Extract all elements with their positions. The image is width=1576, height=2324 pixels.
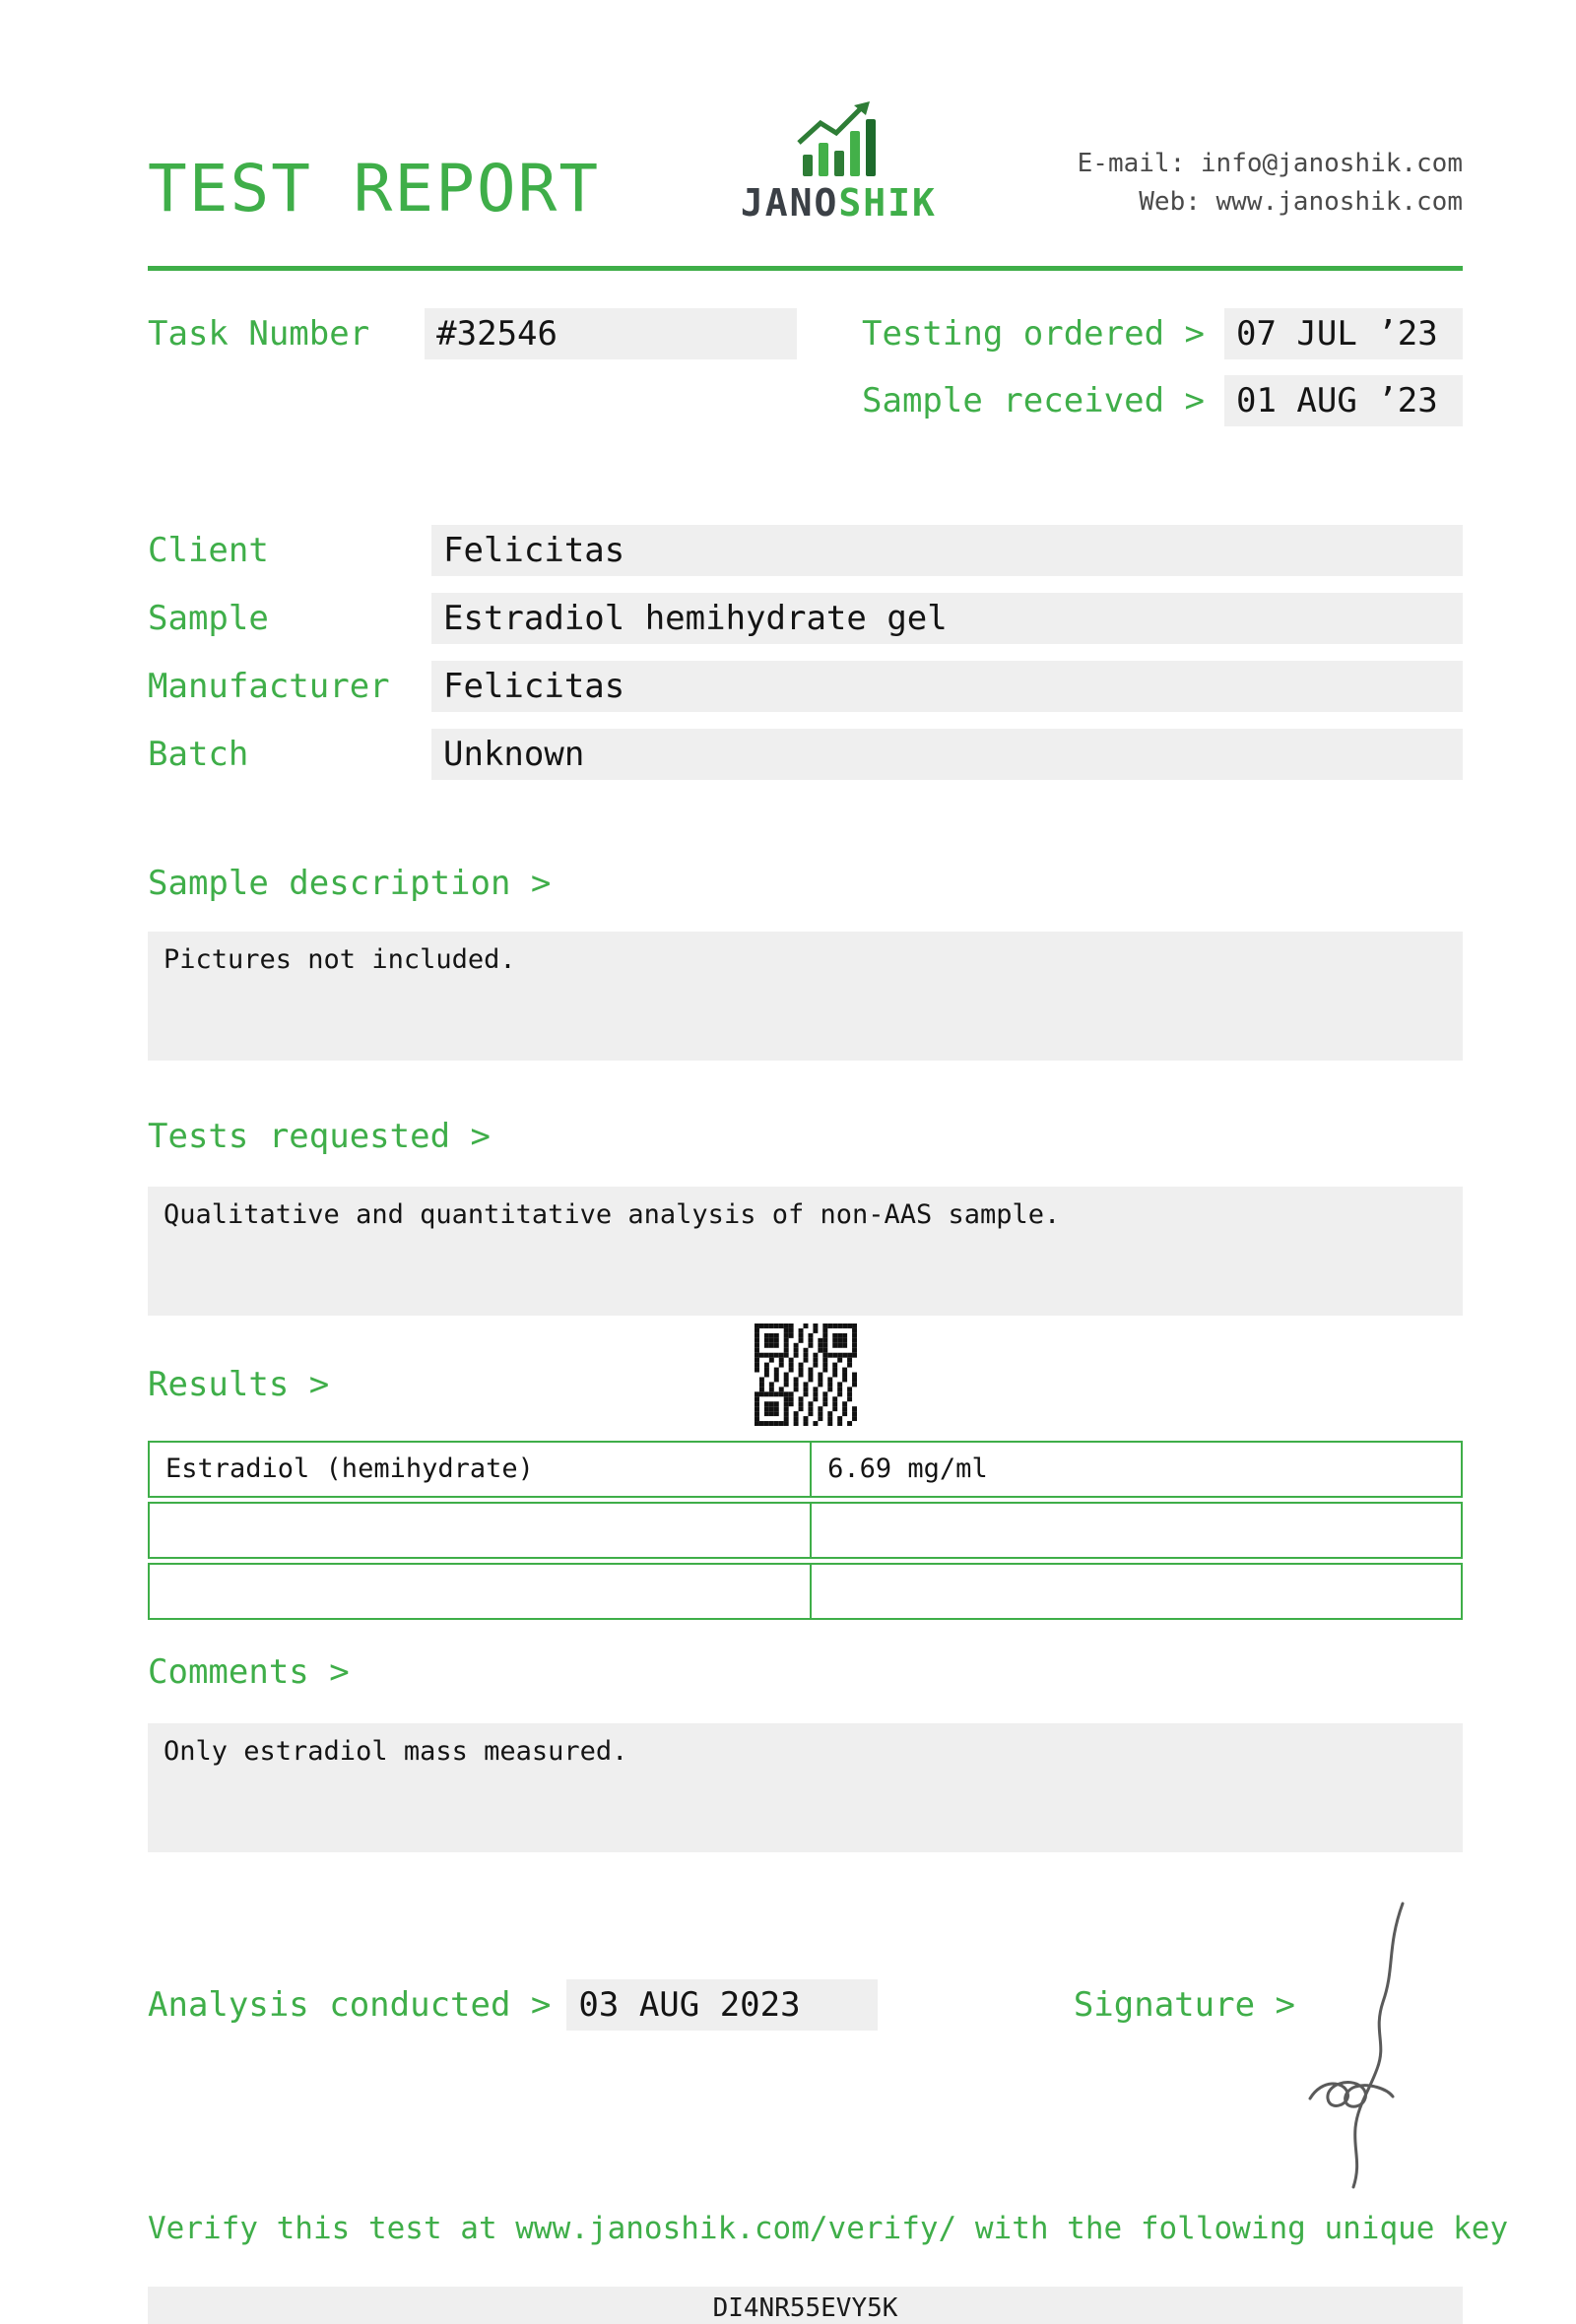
tests-requested-heading: Tests requested > xyxy=(148,1117,491,1156)
tests-requested-text: Qualitative and quantitative analysis of non-AAS sample. xyxy=(164,1199,1061,1230)
manufacturer-value: Felicitas xyxy=(431,661,1463,712)
client-value: Felicitas xyxy=(431,525,1463,576)
info-row-batch xyxy=(148,729,1463,780)
tests-requested-section xyxy=(148,1113,1463,1316)
table-row xyxy=(148,1563,1463,1620)
results-table xyxy=(148,1441,1463,1620)
comments-section xyxy=(148,1648,1463,1852)
task-section xyxy=(148,308,1463,426)
logo-jano: JANO xyxy=(740,181,839,225)
sample-description-box xyxy=(148,932,1463,1061)
result-substance xyxy=(150,1504,812,1557)
batch-label: Batch xyxy=(148,735,249,774)
qr-code xyxy=(755,1323,857,1426)
info-section xyxy=(148,525,1463,780)
result-substance: Estradiol (hemihydrate) xyxy=(150,1443,812,1496)
task-number-value: #32546 xyxy=(425,308,797,359)
task-number-label: Task Number xyxy=(148,314,370,354)
results-section xyxy=(148,1361,1463,1620)
info-row-manufacturer xyxy=(148,661,1463,712)
analysis-date-value: 03 AUG 2023 xyxy=(566,1979,878,2031)
manufacturer-label: Manufacturer xyxy=(148,667,390,706)
result-value xyxy=(812,1504,1461,1557)
task-number-row xyxy=(148,308,1463,359)
page-title: TEST REPORT xyxy=(148,151,601,226)
result-value: 6.69 mg/ml xyxy=(827,1453,988,1484)
sample-description-text: Pictures not included. xyxy=(164,944,516,975)
logo xyxy=(740,99,937,225)
sample-description-heading: Sample description > xyxy=(148,864,552,903)
analysis-row xyxy=(148,1979,1463,2031)
header xyxy=(148,89,1463,226)
comments-text: Only estradiol mass measured. xyxy=(164,1736,628,1767)
table-row xyxy=(148,1441,1463,1498)
logo-wordmark xyxy=(740,181,937,225)
sample-value: Estradiol hemihydrate gel xyxy=(431,593,1463,644)
info-row-sample xyxy=(148,593,1463,644)
batch-value: Unknown xyxy=(431,729,1463,780)
contact-email: E-mail: info@janoshik.com xyxy=(1077,149,1463,178)
table-row xyxy=(148,1502,1463,1559)
testing-ordered-label: Testing ordered > xyxy=(862,314,1205,354)
client-label: Client xyxy=(148,531,269,570)
comments-heading: Comments > xyxy=(148,1652,350,1692)
analysis-conducted-label: Analysis conducted > xyxy=(148,1985,552,2025)
result-value xyxy=(812,1565,1461,1618)
verify-instruction: Verify this test at www.janoshik.com/verify/ with the following unique key xyxy=(148,2211,1509,2246)
unique-key: DI4NR55EVY5K xyxy=(712,2293,898,2323)
testing-ordered-value: 07 JUL ’23 xyxy=(1224,308,1463,359)
results-heading: Results > xyxy=(148,1365,330,1404)
header-divider xyxy=(148,266,1463,271)
contact-info xyxy=(1078,145,1463,222)
contact-web: Web: www.janoshik.com xyxy=(1139,187,1463,217)
sample-label: Sample xyxy=(148,599,269,638)
sample-received-row xyxy=(148,375,1463,426)
sample-received-label: Sample received > xyxy=(862,381,1205,420)
tests-requested-box xyxy=(148,1187,1463,1316)
sample-received-value: 01 AUG ’23 xyxy=(1224,375,1463,426)
comments-box xyxy=(148,1723,1463,1852)
handwritten-signature xyxy=(1292,1896,1440,2191)
info-row-client xyxy=(148,525,1463,576)
sample-description-section xyxy=(148,860,1463,1061)
logo-shik: SHIK xyxy=(838,181,937,225)
signature-label: Signature > xyxy=(1073,1985,1295,2025)
result-substance xyxy=(150,1565,812,1618)
growth-bar-chart-icon xyxy=(789,99,887,180)
unique-key-bar xyxy=(148,2287,1463,2324)
